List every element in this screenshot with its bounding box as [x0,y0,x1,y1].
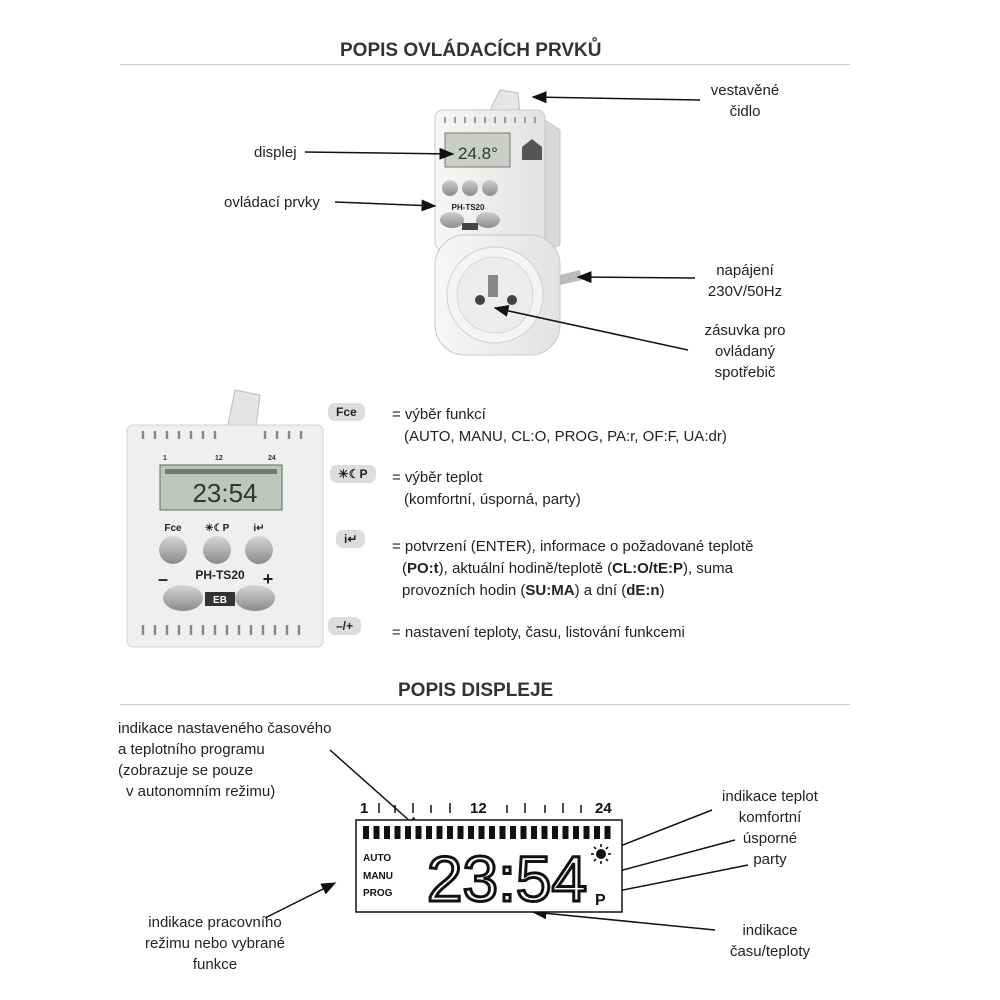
panel-scale-mid: 12 [215,455,223,462]
label-line: party [753,851,787,868]
panel-btn-label-enter: i↵ [253,523,265,534]
program-segment [363,826,369,839]
plug-lcd-readout: 24.8° [458,144,498,163]
desc-text: provozních hodin ( [402,582,526,599]
program-segment [500,826,506,839]
desc-line: (komfortní, úsporná, party) [404,491,581,508]
desc-line: = výběr teplot [392,469,483,486]
label-line: zásuvka pro [704,322,786,339]
program-segment [573,826,579,839]
program-segment [426,826,432,839]
legend-item-fce [328,403,365,421]
party-indicator: P [595,892,606,909]
label-line: a teplotního programu [118,741,265,758]
desc-line: (PO:t), aktuální hodině/teplotě (CL:O/tE:P), suma [402,560,733,577]
panel-btn-label-fce: Fce [164,523,182,534]
label-line: indikace teplot [722,788,818,805]
program-segment [447,826,453,839]
legend-desc-enter [392,536,822,602]
label-controls: ovládací prvky [224,194,320,211]
program-segment [416,826,422,839]
lcd-scale-end: 24 [595,800,612,817]
legend-item-enter [336,530,365,548]
code-clo: CL:O/tE:P [612,560,683,577]
section-divider [120,704,850,705]
sun-icon [591,844,611,864]
panel-lcd-clock: 23:54 [192,478,258,508]
label-line: spotřebič [714,364,776,381]
label-line: indikace pracovního [148,914,282,931]
label-temp-indicator [700,786,840,870]
desc-text: ), aktuální hodině/teplotě ( [438,560,613,577]
label-line: (zobrazuje se pouze [118,762,254,779]
desc-text: ) [659,582,665,599]
label-line: 230V/50Hz [707,283,783,300]
label-line: vestavěné [710,82,780,99]
panel-scale-start: 1 [163,455,167,462]
program-segment [542,826,548,839]
program-segment [468,826,474,839]
program-segment [521,826,527,839]
legend-item-plusminus [328,617,361,635]
program-segment [510,826,516,839]
code-den: dE:n [626,582,660,599]
program-segment [395,826,401,839]
desc-text: ) a dní ( [574,582,627,599]
program-segment [584,826,590,839]
mode-manu: MANU [363,871,393,882]
desc-line: = výběr funkcí [392,406,486,423]
key-enter: i↵ [336,530,365,548]
label-time-indicator [715,920,825,962]
label-line: v autonomním režimu) [126,783,276,800]
legend-desc-temp [392,467,581,511]
front-panel-closeup [125,385,325,650]
desc-line: (AUTO, MANU, CL:O, PROG, PA:r, OF:F, UA:dr) [404,428,727,445]
lcd-diagram [355,795,625,915]
label-line: indikace nastaveného časového [118,720,332,737]
program-segment [531,826,537,839]
program-segment [437,826,443,839]
label-mode-indicator [125,912,305,975]
program-segment [479,826,485,839]
legend-desc-fce [392,404,727,448]
label-display: displej [254,144,297,161]
panel-model-label: PH-TS20 [195,568,245,582]
program-segment [374,826,380,839]
panel-logo: EB [213,595,227,606]
panel-scale-end: 24 [268,455,276,462]
label-line: komfortní [738,809,802,826]
desc-text: ), suma [682,560,733,577]
panel-btn-label-mode: ☀☾P [204,523,230,534]
lcd-scale-start: 1 [360,800,369,817]
key-plus-minus: –/+ [328,617,361,635]
label-line: úsporné [742,830,798,847]
label-line: funkce [192,956,238,973]
code-suma: SU:MA [525,582,575,599]
program-segment [458,826,464,839]
program-segment [594,826,600,839]
label-line: ovládaný [714,343,776,360]
desc-line: = nastavení teploty, času, listování funkcemi [392,624,685,641]
code-po: PO:t [407,560,439,577]
label-line: času/teploty [729,943,811,960]
key-fce: Fce [328,403,365,421]
program-segment [563,826,569,839]
legend-desc-plusminus [392,622,685,644]
program-segment [384,826,390,839]
program-segment [489,826,495,839]
program-segment [552,826,558,839]
lcd-scale-mid: 12 [470,800,487,817]
panel-minus-label: – [157,569,169,589]
mode-prog: PROG [363,888,393,899]
label-program-indicator [118,718,332,802]
label-line: napájení [716,262,774,279]
section-title-controls: POPIS OVLÁDACÍCH PRVKŮ [340,40,602,61]
program-segment [605,826,611,839]
program-segment [405,826,411,839]
plug-model-label: PH-TS20 [451,203,485,212]
desc-line [392,580,822,602]
lcd-clock: 23:54 [426,843,588,915]
panel-plus-label: + [262,569,274,589]
label-line: čidlo [729,103,761,120]
legend-item-temp [330,465,376,483]
section-title-display: POPIS DISPLEJE [398,680,554,701]
desc-line: = potvrzení (ENTER), informace o požadované teplotě [392,538,754,555]
mode-auto: AUTO [363,853,392,864]
label-line: indikace [742,922,798,939]
key-temp-mode: ☀☾P [330,465,376,483]
label-line: režimu nebo vybrané [144,935,286,952]
